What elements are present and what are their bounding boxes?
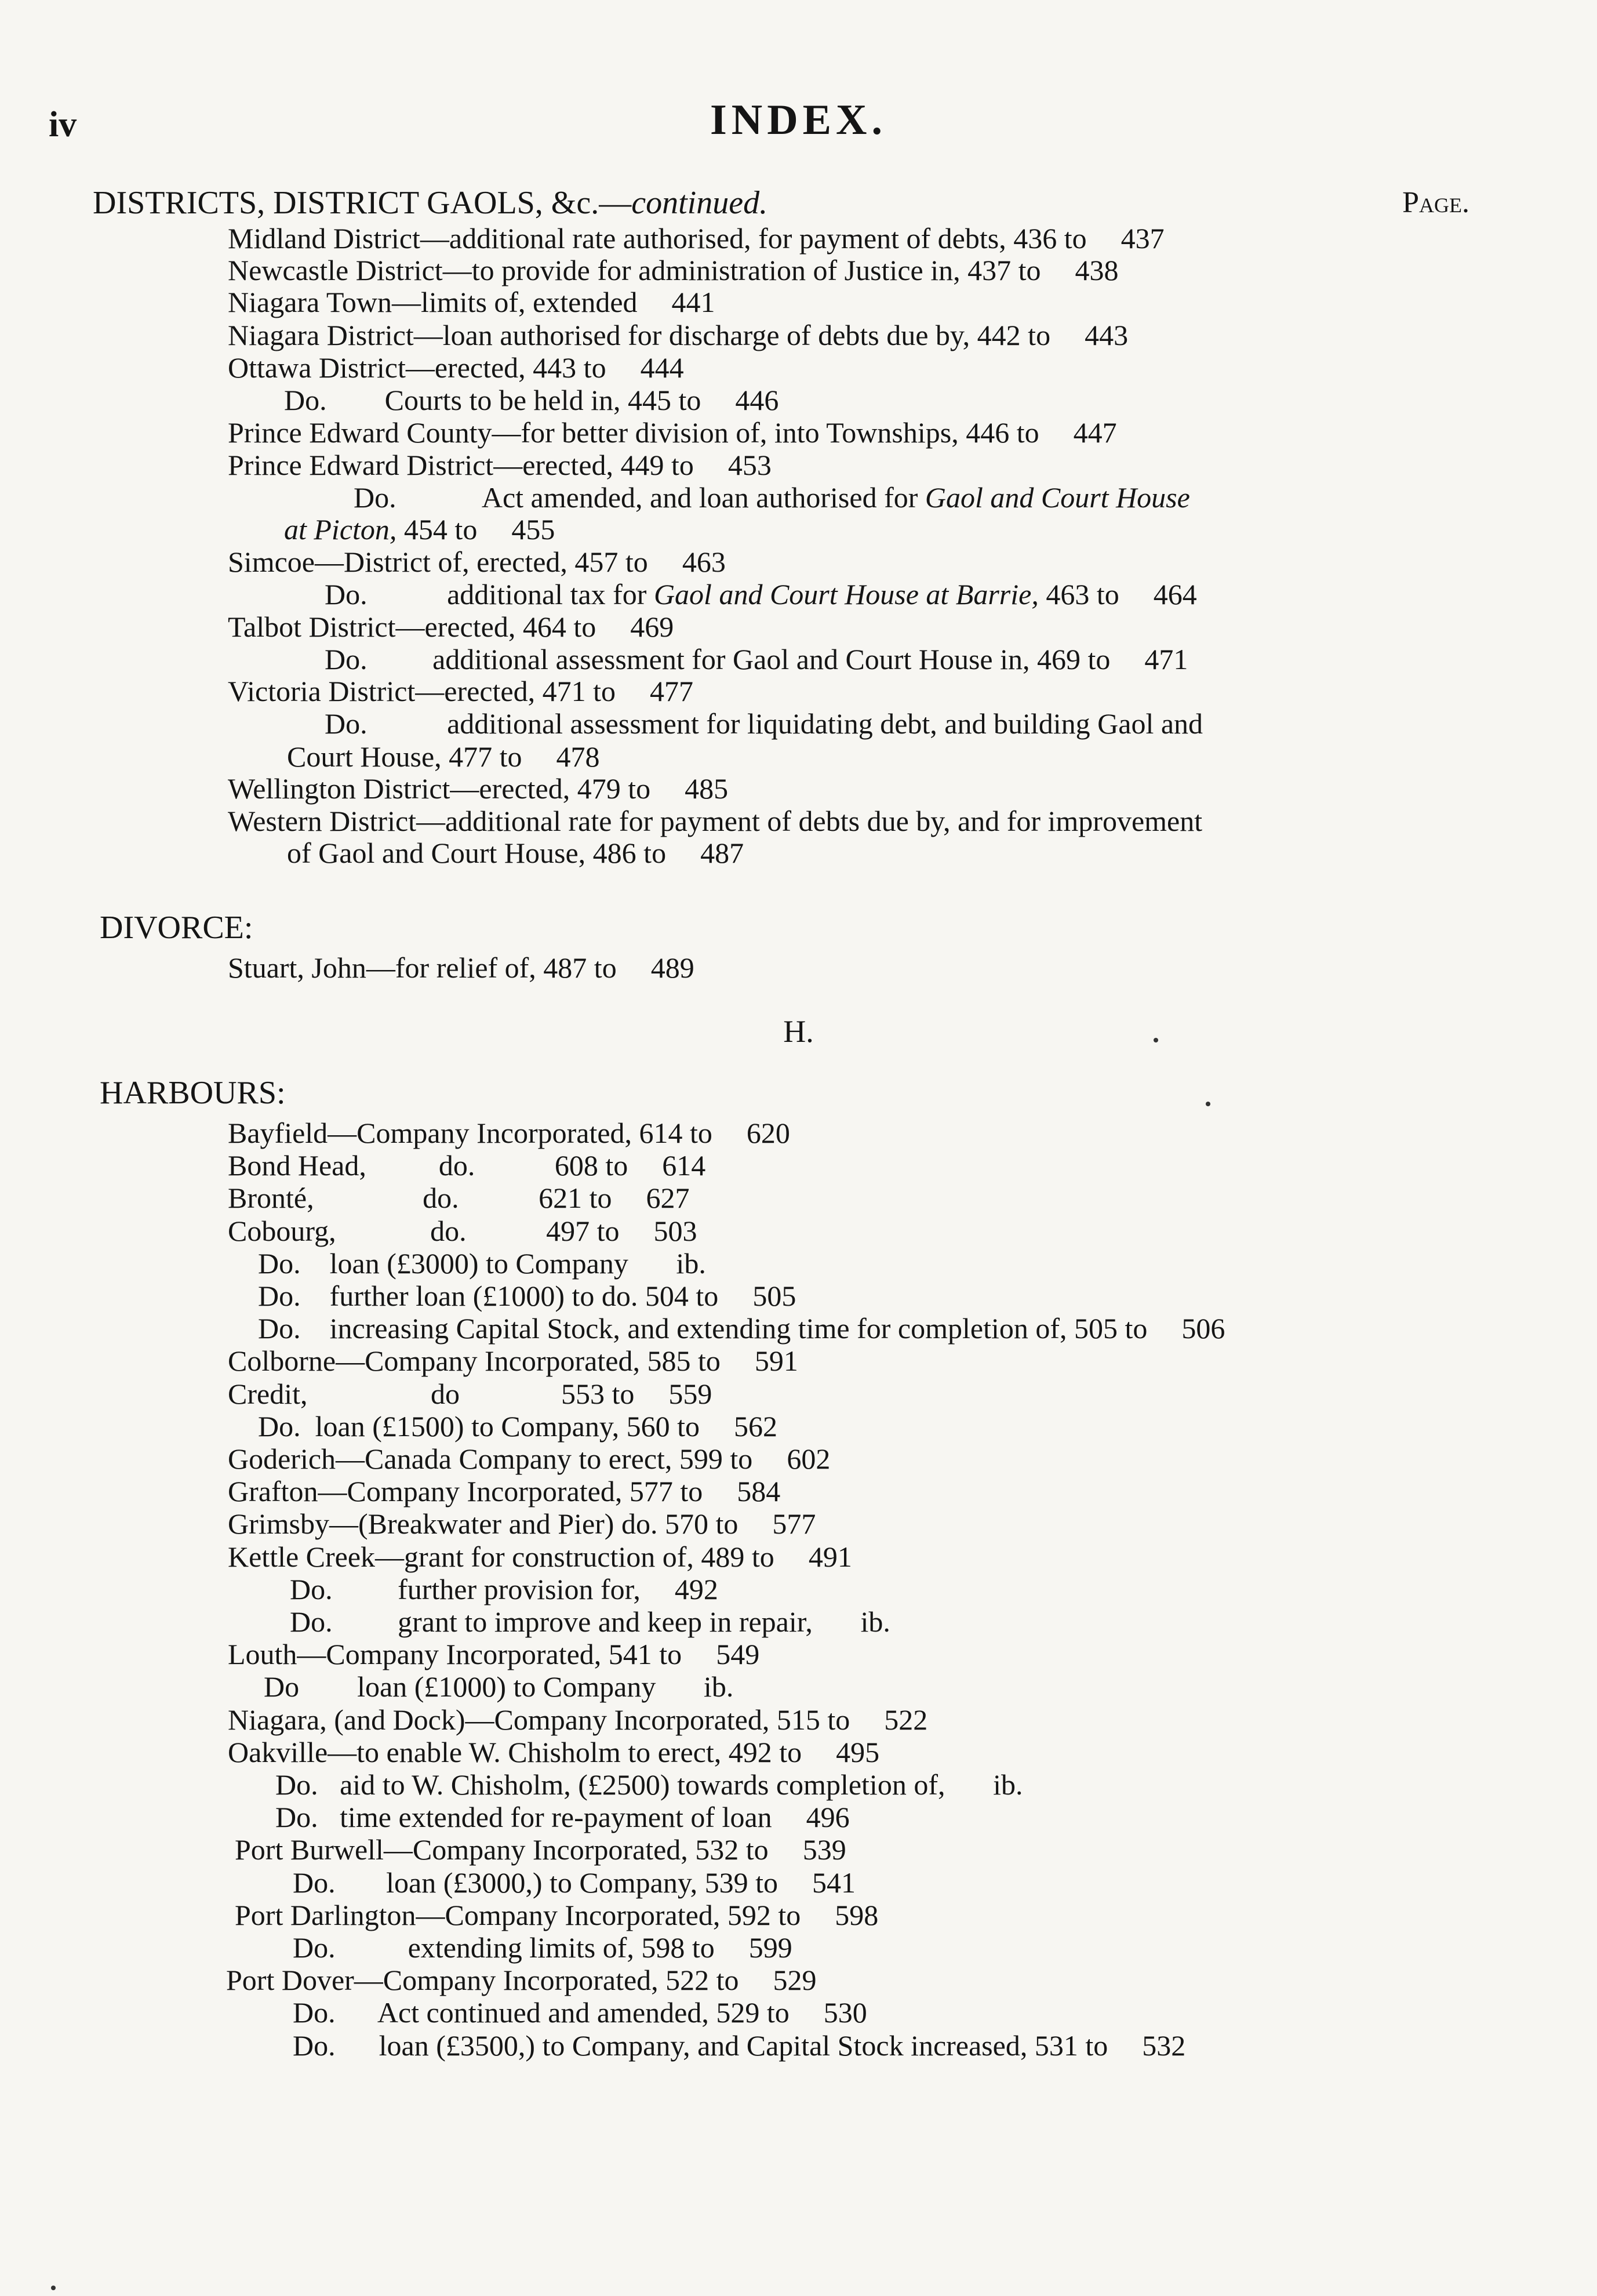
print-speck (51, 2286, 56, 2290)
entry-page-number: 463 (682, 546, 726, 578)
entry-page-number: 447 (1073, 416, 1117, 449)
entry-page-number: 559 (668, 1378, 712, 1410)
entry-text: Grimsby—(Breakwater and Pier) do. 570 to (228, 1507, 739, 1540)
entry-text: Prince Edward District—erected, 449 to (228, 449, 694, 481)
entry-page-number: 455 (511, 513, 555, 546)
entry-page-number: ib. (993, 1768, 1023, 1801)
entry-text: Colborne—Company Incorporated, 585 to (228, 1345, 721, 1377)
entry-text: Do. additional assessment for liquidating debt, and building Gaol and (325, 707, 1203, 740)
entry-page-number: 562 (733, 1410, 777, 1443)
entry-page-number: 492 (674, 1573, 718, 1605)
entry-page-number: 539 (802, 1833, 846, 1866)
running-head: INDEX. (710, 96, 887, 144)
entry-text: Do. further loan (£1000) to do. 504 to (258, 1280, 719, 1312)
entry-text: Victoria District—erected, 471 to (228, 675, 616, 707)
entry-page-number: 577 (772, 1507, 816, 1540)
entry-text: Stuart, John—for relief of, 487 to (228, 951, 617, 984)
entry-page-number: ib. (860, 1605, 890, 1638)
entry-text: Do. time extended for re-payment of loan (275, 1801, 772, 1833)
entry-text: Newcastle District—to provide for administration of Justice in, 437 to (228, 254, 1041, 286)
entry-page-number: ib. (676, 1247, 706, 1280)
entry-text: Do. increasing Capital Stock, and extending time for completion of, 505 to (258, 1312, 1148, 1345)
entry-text: Bayfield—Company Incorporated, 614 to (228, 1117, 712, 1149)
page-number: iv (49, 105, 77, 144)
section-letter-h: H. (783, 1014, 814, 1049)
entry-text: Ottawa District—erected, 443 to (228, 351, 606, 384)
entry-page-number: 487 (700, 837, 744, 869)
entry-text: Port Burwell—Company Incorporated, 532 to (235, 1833, 769, 1866)
districts-heading-continued: continued. (631, 185, 768, 221)
entry-text: Simcoe—District of, erected, 457 to (228, 546, 648, 578)
entry-text: Credit, do 553 to (228, 1378, 635, 1410)
entry-text: of Gaol and Court House, 486 to (287, 837, 667, 869)
entry-text: Do. additional assessment for Gaol and Court House in, 469 to (325, 643, 1111, 675)
print-speck (1154, 1038, 1158, 1042)
entry-page-number: 532 (1142, 2029, 1186, 2062)
entry-text: Do. loan (£3000,) to Company, 539 to (293, 1866, 778, 1899)
divorce-heading: DIVORCE: (100, 910, 253, 946)
entry-text: Grafton—Company Incorporated, 577 to (228, 1475, 703, 1507)
entry-page-number: 522 (884, 1703, 928, 1736)
entry-text: Oakville—to enable W. Chisholm to erect, 492 to (228, 1736, 802, 1768)
entry-page-number: 495 (836, 1736, 880, 1768)
entry-italic-text: at Picton, (284, 513, 397, 546)
entry-italic-text: Gaol and Court House (918, 481, 1190, 514)
entry-page-number: 443 (1085, 319, 1129, 351)
entry-page-number: 614 (662, 1149, 706, 1182)
entry-text: at Picton, 454 to (284, 513, 478, 546)
entry-text: Do. loan (£3000) to Company (258, 1247, 628, 1280)
entry-text: Do. loan (£3500,) to Company, and Capital Stock increased, 531 to (293, 2029, 1108, 2062)
entry-page-number: 584 (737, 1475, 781, 1507)
entry-page-number: 478 (556, 740, 600, 773)
harbours-heading: HARBOURS: (100, 1075, 286, 1111)
entry-text: Do. extending limits of, 598 to (293, 1931, 715, 1964)
entry-page-number: 602 (787, 1443, 831, 1475)
entry-text: Bronté, do. 621 to (228, 1182, 612, 1214)
entry-page-number: 491 (808, 1541, 852, 1573)
entry-text: Port Darlington—Company Incorporated, 592 to (235, 1899, 801, 1931)
entry-page-number: 464 (1153, 578, 1197, 611)
entry-page-number: 503 (653, 1215, 697, 1247)
entry-page-number: 506 (1181, 1312, 1225, 1345)
entry-italic-text: Gaol and Court House at Barrie, (653, 578, 1039, 611)
entry-text: Midland District—additional rate authorised, for payment of debts, 436 to (228, 222, 1087, 255)
page-column-label: Page. (1402, 186, 1469, 219)
entry-page-number: 437 (1121, 222, 1165, 255)
entry-page-number: 438 (1075, 254, 1119, 286)
districts-heading-text: DISTRICTS, DISTRICT GAOLS, &c.— (93, 185, 632, 221)
entry-text: Western District—additional rate for payment of debts due by, and for improvement (228, 805, 1203, 837)
entry-page-number: 530 (823, 1996, 867, 2029)
entry-text: Prince Edward County—for better division of, into Townships, 446 to (228, 416, 1039, 449)
entry-text: Do. further provision for, (290, 1573, 641, 1605)
entry-text: Do loan (£1000) to Company (264, 1670, 656, 1703)
entry-page-number: 505 (752, 1280, 796, 1312)
entry-page-number: 541 (812, 1866, 856, 1899)
entry-text: Do. Act amended, and loan authorised for Gaol and Court House (354, 481, 1190, 514)
entry-page-number: 444 (640, 351, 684, 384)
entry-text: Kettle Creek—grant for construction of, 489 to (228, 1541, 774, 1573)
entry-page-number: 529 (773, 1964, 817, 1996)
entry-text: Niagara District—loan authorised for discharge of debts due by, 442 to (228, 319, 1051, 351)
entry-page-number: 489 (650, 951, 694, 984)
entry-page-number: 598 (835, 1899, 879, 1931)
entry-text: Do. Act continued and amended, 529 to (293, 1996, 790, 2029)
entry-text: Do. grant to improve and keep in repair, (290, 1605, 813, 1638)
entry-page-number: 485 (685, 772, 729, 805)
entry-text: Goderich—Canada Company to erect, 599 to (228, 1443, 753, 1475)
districts-heading (93, 184, 767, 221)
entry-page-number: 477 (650, 675, 693, 707)
entry-page-number: 471 (1144, 643, 1188, 675)
entry-text: Do. loan (£1500) to Company, 560 to (258, 1410, 700, 1443)
entry-page-number: ib. (703, 1670, 734, 1703)
entry-page-number: 469 (630, 611, 674, 643)
entry-page-number: 591 (754, 1345, 798, 1377)
entry-text: Do. additional tax for Gaol and Court House at Barrie, 463 to (325, 578, 1119, 611)
entry-page-number: 446 (735, 384, 779, 416)
entry-text: Do. aid to W. Chisholm, (£2500) towards completion of, (275, 1768, 945, 1801)
entry-text: Port Dover—Company Incorporated, 522 to (226, 1964, 739, 1996)
entry-page-number: 453 (727, 449, 772, 481)
entry-text: Wellington District—erected, 479 to (228, 772, 651, 805)
entry-text: Louth—Company Incorporated, 541 to (228, 1638, 682, 1670)
entry-text: Cobourg, do. 497 to (228, 1215, 620, 1247)
entry-page-number: 549 (716, 1638, 760, 1670)
entry-text: Niagara, (and Dock)—Company Incorporated, 515 to (228, 1703, 850, 1736)
entry-text: Do. Courts to be held in, 445 to (284, 384, 701, 416)
entry-text: Talbot District—erected, 464 to (228, 611, 596, 643)
entry-text: Bond Head, do. 608 to (228, 1149, 628, 1182)
entry-page-number: 599 (748, 1931, 792, 1964)
entry-text: Court House, 477 to (287, 740, 522, 773)
entry-page-number: 620 (746, 1117, 790, 1149)
print-speck (1206, 1102, 1210, 1106)
entry-text: Niagara Town—limits of, extended (228, 286, 638, 318)
entry-page-number: 441 (671, 286, 715, 318)
entry-page-number: 496 (806, 1801, 850, 1833)
entry-page-number: 627 (646, 1182, 690, 1214)
